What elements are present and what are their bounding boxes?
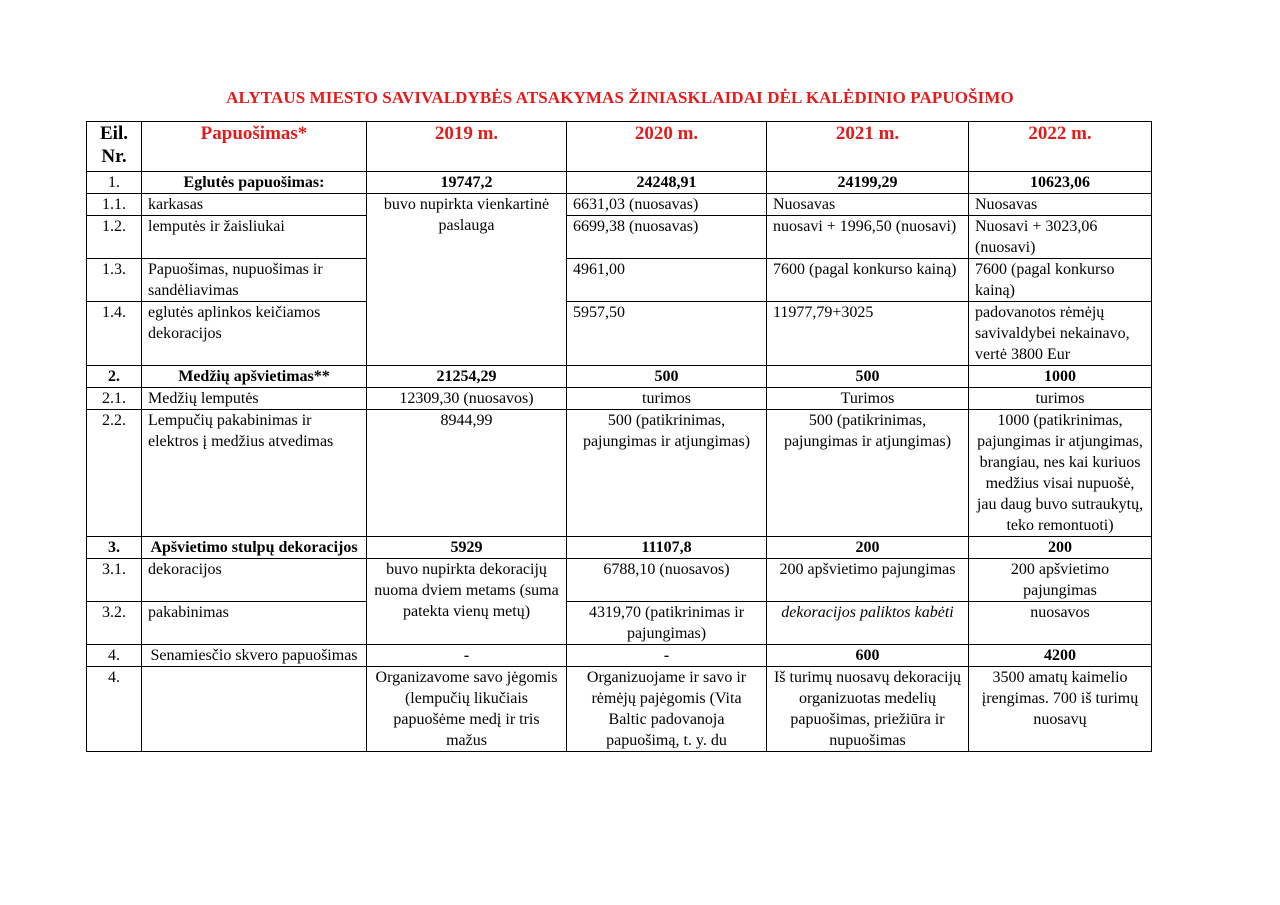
value-2020: 4319,70 (patikrinimas ir pajungimas) [567, 602, 767, 645]
row-name: pakabinimas [142, 602, 367, 645]
value-2021: Nuosavas [767, 194, 969, 216]
value-2020: 24248,91 [567, 172, 767, 194]
row-name [142, 667, 367, 752]
value-2022: 3500 amatų kaimelio įrengimas. 700 iš turimų nuosavų [969, 667, 1152, 752]
table-row [87, 302, 1152, 366]
value-2022: Nuosavi + 3023,06 (nuosavi) [969, 216, 1152, 259]
row-nr: 4. [87, 667, 142, 752]
row-nr: 1.1. [87, 194, 142, 216]
row-name: Papuošimas, nupuošimas ir sandėliavimas [142, 259, 367, 302]
value-2022: 7600 (pagal konkurso kainą) [969, 259, 1152, 302]
value-2022: turimos [969, 388, 1152, 410]
row-nr: 2.1. [87, 388, 142, 410]
table-row [87, 645, 1152, 667]
value-2020: 6699,38 (nuosavas) [567, 216, 767, 259]
row-name: dekoracijos [142, 559, 367, 602]
row-nr: 2.2. [87, 410, 142, 537]
value-2022: 200 [969, 537, 1152, 559]
value-2021: Turimos [767, 388, 969, 410]
value-2022: 4200 [969, 645, 1152, 667]
value-2021: dekoracijos paliktos kabėti [767, 602, 969, 645]
row-nr: 3.2. [87, 602, 142, 645]
row-name: Eglutės papuošimas: [142, 172, 367, 194]
value-2020: Organizuojame ir savo ir rėmėjų pajėgomis (Vita Baltic padovanoja papuošimą, t. y. du [567, 667, 767, 752]
table-row [87, 259, 1152, 302]
table-row [87, 388, 1152, 410]
row-name: Lempučių pakabinimas ir elektros į medžius atvedimas [142, 410, 367, 537]
merged-2019-note: buvo nupirkta dekoracijų nuoma dviem metams (suma patekta vienų metų) [367, 559, 567, 645]
value-2021: Iš turimų nuosavų dekoracijų organizuotas medelių papuošimas, priežiūra ir nupuošimas [767, 667, 969, 752]
header-2021: 2021 m. [767, 122, 969, 172]
table-row [87, 194, 1152, 216]
table-row [87, 366, 1152, 388]
value-2021: 200 [767, 537, 969, 559]
row-name: lemputės ir žaisliukai [142, 216, 367, 259]
table-row [87, 410, 1152, 537]
row-name: Apšvietimo stulpų dekoracijos [142, 537, 367, 559]
value-2021: 24199,29 [767, 172, 969, 194]
merged-2019-note: buvo nupirkta vienkartinė paslauga [367, 194, 567, 366]
row-nr: 3. [87, 537, 142, 559]
table-row [87, 667, 1152, 752]
value-2019: - [367, 645, 567, 667]
header-nr: Eil. Nr. [87, 122, 142, 172]
value-2021: nuosavi + 1996,50 (nuosavi) [767, 216, 969, 259]
document-title: ALYTAUS MIESTO SAVIVALDYBĖS ATSAKYMAS ŽINIASKLAIDAI DĖL KALĖDINIO PAPUOŠIMO [226, 88, 1014, 107]
value-2021: 11977,79+3025 [767, 302, 969, 366]
row-name: Medžių lemputės [142, 388, 367, 410]
value-2019: 19747,2 [367, 172, 567, 194]
value-2020: 6631,03 (nuosavas) [567, 194, 767, 216]
value-2022: 1000 (patikrinimas, pajungimas ir atjungimas, brangiau, nes kai kuriuos medžius visai nupuošė, jau daug buvo sutraukytų, teko remontuoti) [969, 410, 1152, 537]
row-nr: 3.1. [87, 559, 142, 602]
value-2022: 10623,06 [969, 172, 1152, 194]
header-item: Papuošimas* [142, 122, 367, 172]
table-row [87, 216, 1152, 259]
row-name: Senamiesčio skvero papuošimas [142, 645, 367, 667]
value-2020: 500 [567, 366, 767, 388]
value-2020: 6788,10 (nuosavos) [567, 559, 767, 602]
value-2020: 4961,00 [567, 259, 767, 302]
value-2021: 7600 (pagal konkurso kainą) [767, 259, 969, 302]
table-row [87, 602, 1152, 645]
value-2022: padovanotos rėmėjų savivaldybei nekainavo, vertė 3800 Eur [969, 302, 1152, 366]
value-2021: 200 apšvietimo pajungimas [767, 559, 969, 602]
value-2019: 21254,29 [367, 366, 567, 388]
value-2020: turimos [567, 388, 767, 410]
row-nr: 1.4. [87, 302, 142, 366]
row-nr: 1. [87, 172, 142, 194]
table-header-row [87, 122, 1152, 172]
row-name: karkasas [142, 194, 367, 216]
value-2020: 5957,50 [567, 302, 767, 366]
value-2022: nuosavos [969, 602, 1152, 645]
value-2022: Nuosavas [969, 194, 1152, 216]
table-row [87, 172, 1152, 194]
expenses-table [86, 121, 1152, 752]
row-nr: 2. [87, 366, 142, 388]
value-2021: 600 [767, 645, 969, 667]
value-2021: 500 [767, 366, 969, 388]
row-nr: 1.3. [87, 259, 142, 302]
header-2020: 2020 m. [567, 122, 767, 172]
value-2019: Organizavome savo jėgomis (lempučių likučiais papuošėme medį ir tris mažus [367, 667, 567, 752]
header-2019: 2019 m. [367, 122, 567, 172]
value-2019: 12309,30 (nuosavos) [367, 388, 567, 410]
value-2022: 1000 [969, 366, 1152, 388]
row-name: eglutės aplinkos keičiamos dekoracijos [142, 302, 367, 366]
value-2022: 200 apšvietimo pajungimas [969, 559, 1152, 602]
header-2022: 2022 m. [969, 122, 1152, 172]
row-nr: 1.2. [87, 216, 142, 259]
value-2020: 11107,8 [567, 537, 767, 559]
table-row [87, 537, 1152, 559]
value-2021: 500 (patikrinimas, pajungimas ir atjungimas) [767, 410, 969, 537]
row-nr: 4. [87, 645, 142, 667]
table-row [87, 559, 1152, 602]
value-2020: - [567, 645, 767, 667]
value-2020: 500 (patikrinimas, pajungimas ir atjungimas) [567, 410, 767, 537]
value-2019: 5929 [367, 537, 567, 559]
value-2019: 8944,99 [367, 410, 567, 537]
row-name: Medžių apšvietimas** [142, 366, 367, 388]
